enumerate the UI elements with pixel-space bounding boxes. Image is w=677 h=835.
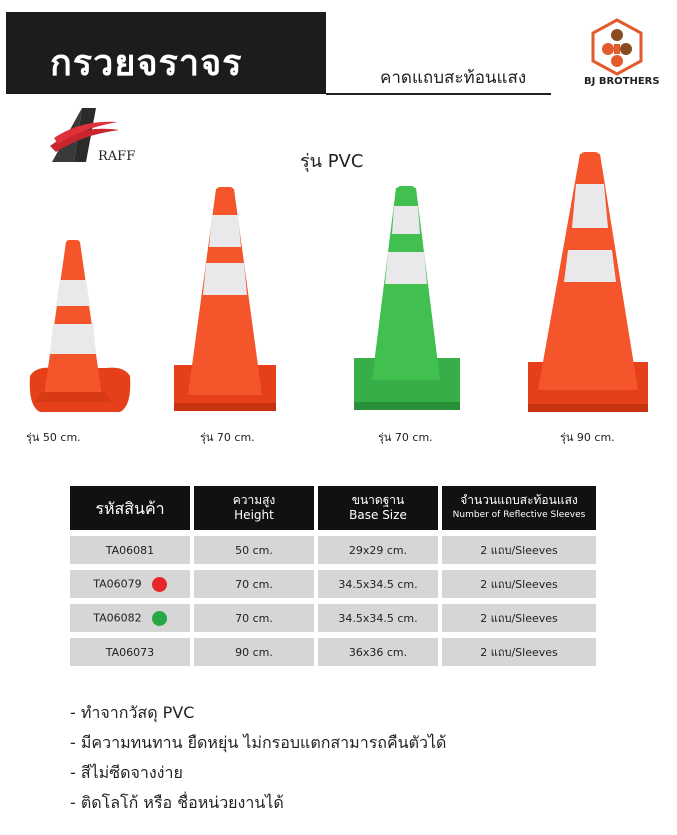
header-base-en: Base Size bbox=[349, 508, 407, 522]
cell-height: 70 cm. bbox=[194, 570, 314, 598]
header-base bbox=[318, 486, 438, 530]
cell-base: 36x36 cm. bbox=[318, 638, 438, 666]
page-subtitle: คาดแถบสะท้อนแสง bbox=[380, 68, 527, 88]
cell-sleeves: 2 แถบ/Sleeves bbox=[442, 536, 596, 564]
cone-90cm-icon bbox=[526, 150, 650, 416]
cell-base: 34.5x34.5 cm. bbox=[318, 604, 438, 632]
title-banner bbox=[6, 12, 326, 94]
cell-code-text: TA06082 bbox=[93, 611, 142, 624]
bj-brothers-logo-icon bbox=[590, 18, 644, 76]
cell-code-text: TA06079 bbox=[93, 577, 142, 590]
table-header-row bbox=[70, 486, 596, 530]
header-code: รหัสสินค้า bbox=[70, 486, 190, 530]
brand-name: BJ BROTHERS bbox=[584, 76, 660, 87]
red-color-dot-icon bbox=[152, 577, 167, 592]
cone-caption: รุ่น 70 cm. bbox=[200, 431, 255, 444]
spec-table bbox=[66, 480, 600, 672]
model-label: รุ่น PVC bbox=[300, 151, 364, 172]
cone-caption: รุ่น 70 cm. bbox=[378, 431, 433, 444]
table-row bbox=[70, 536, 596, 564]
cell-code bbox=[70, 570, 190, 598]
green-color-dot-icon bbox=[152, 611, 167, 626]
list-item: - มีความทนทาน ยืดหยุ่น ไม่กรอบแตกสามารถคืนตัวได้ bbox=[70, 733, 447, 752]
cell-sleeves: 2 แถบ/Sleeves bbox=[442, 570, 596, 598]
cone-70cm-green-icon bbox=[350, 184, 464, 416]
header-sleeves-th: จำนวนแถบสะท้อนแสง bbox=[460, 493, 578, 507]
cell-base: 29x29 cm. bbox=[318, 536, 438, 564]
header-height-th: ความสูง bbox=[232, 493, 276, 507]
cell-height: 90 cm. bbox=[194, 638, 314, 666]
header-base-th: ขนาดฐาน bbox=[351, 493, 405, 507]
cell-sleeves: 2 แถบ/Sleeves bbox=[442, 604, 596, 632]
table-row bbox=[70, 570, 596, 598]
cell-base: 34.5x34.5 cm. bbox=[318, 570, 438, 598]
header-height bbox=[194, 486, 314, 530]
cell-height: 50 cm. bbox=[194, 536, 314, 564]
header-sleeves bbox=[442, 486, 596, 530]
table-row bbox=[70, 604, 596, 632]
cone-50cm-icon bbox=[26, 236, 134, 416]
header-sleeves-en: Number of Reflective Sleeves bbox=[452, 510, 586, 520]
cone-caption: รุ่น 50 cm. bbox=[26, 431, 81, 444]
cell-code bbox=[70, 604, 190, 632]
cone-70cm-icon bbox=[168, 185, 282, 417]
cell-sleeves: 2 แถบ/Sleeves bbox=[442, 638, 596, 666]
subtitle-underline bbox=[326, 93, 551, 95]
araff-logo-text: RAFF bbox=[98, 149, 136, 164]
feature-list bbox=[70, 698, 446, 818]
list-item: - สีไม่ซีดจางง่าย bbox=[70, 763, 183, 782]
cell-code: TA06073 bbox=[70, 638, 190, 666]
cone-caption: รุ่น 90 cm. bbox=[560, 431, 615, 444]
table-row bbox=[70, 638, 596, 666]
page-title: กรวยจราจร bbox=[50, 43, 243, 84]
cell-code: TA06081 bbox=[70, 536, 190, 564]
header-height-en: Height bbox=[234, 508, 274, 522]
cell-height: 70 cm. bbox=[194, 604, 314, 632]
list-item: - ทำจากวัสดุ PVC bbox=[70, 703, 195, 722]
list-item: - ติดโลโก้ หรือ ชื่อหน่วยงานได้ bbox=[70, 793, 284, 812]
